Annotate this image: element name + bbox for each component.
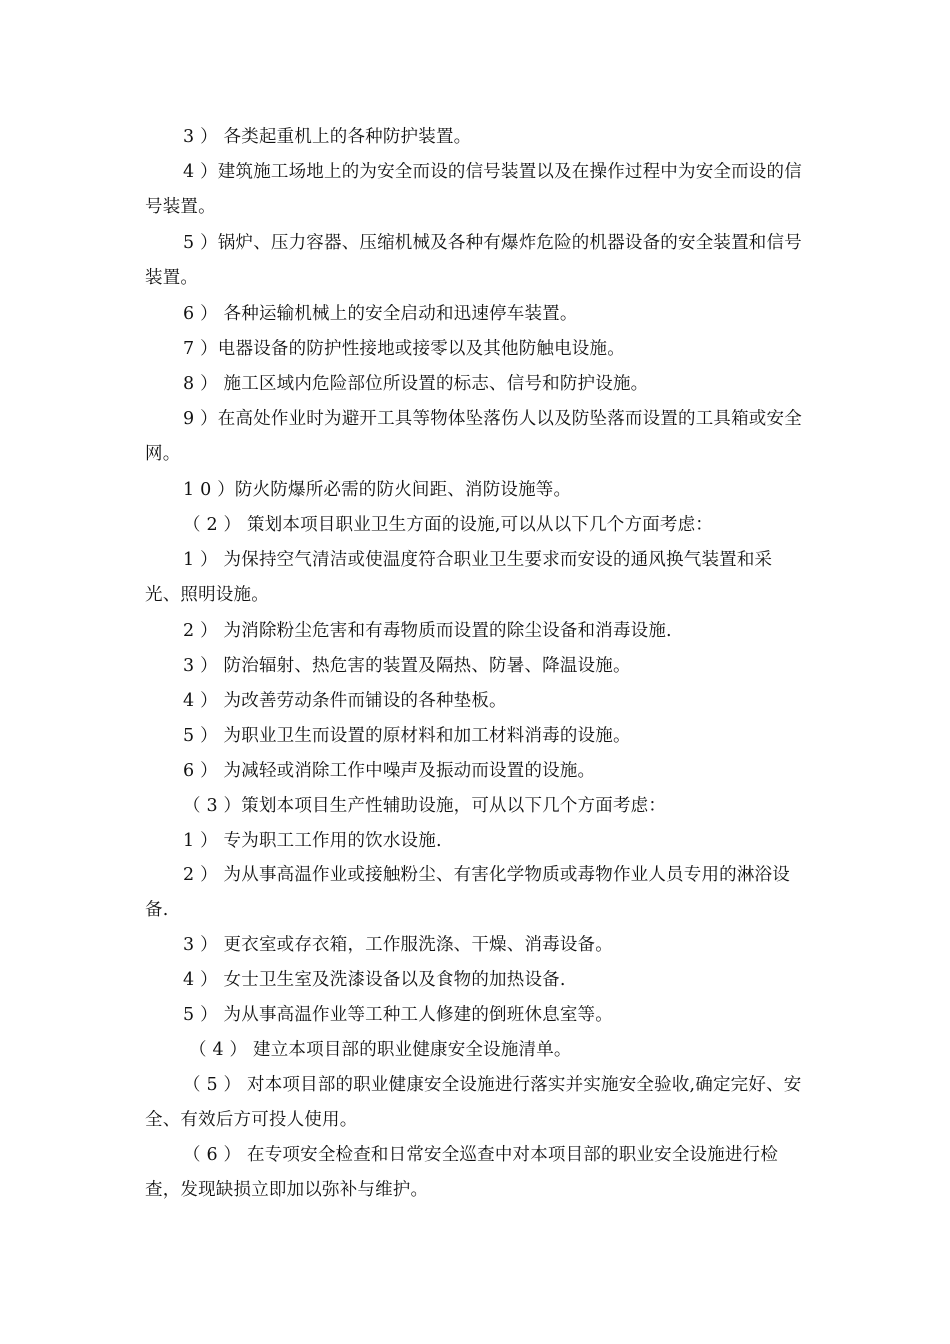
section-3-item-5: 5 ） 为从事高温作业等工种工人修建的倒班休息室等。 bbox=[183, 1005, 613, 1025]
list-item-8: 8 ） 施工区域内危险部位所设置的标志、信号和防护设施。 bbox=[183, 374, 649, 394]
section-2-item-4: 4 ） 为改善劳动条件而铺设的各种垫板。 bbox=[183, 691, 507, 711]
section-6-heading: （ 6 ） 在专项安全检查和日常安全巡查中对本项目部的职业安全设施进行检查，发现缺损立即加以弥补与维护。 bbox=[145, 1145, 779, 1200]
list-item-10: 1 0 ）防火防爆所必需的防火间距、消防设施等。 bbox=[183, 480, 572, 500]
section-3-item-2: 2 ） 为从事高温作业或接触粉尘、有害化学物质或毒物作业人员专用的淋浴设备. bbox=[145, 865, 790, 920]
section-3-item-4: 4 ） 女士卫生室及洗漆设备以及食物的加热设备. bbox=[183, 970, 566, 990]
list-item-5: 5 ）锅炉、压力容器、压缩机械及各种有爆炸危险的机器设备的安全装置和信号装置。 bbox=[145, 233, 802, 288]
list-item-7: 7 ）电器设备的防护性接地或接零以及其他防触电设施。 bbox=[183, 339, 625, 359]
list-item-9: 9 ）在高处作业时为避开工具等物体坠落伤人以及防坠落而设置的工具箱或安全网。 bbox=[145, 409, 802, 464]
list-item-4: 4 ）建筑施工场地上的为安全而设的信号装置以及在操作过程中为安全而设的信号装置。 bbox=[145, 162, 802, 217]
list-item-3: 3 ） 各类起重机上的各种防护装置。 bbox=[183, 127, 472, 147]
section-5-heading: （ 5 ） 对本项目部的职业健康安全设施进行落实并实施安全验收,确定完好、安全、有效后方可投人使用。 bbox=[145, 1075, 802, 1130]
section-4-heading: （ 4 ） 建立本项目部的职业健康安全设施清单。 bbox=[189, 1040, 572, 1060]
section-3-item-1: 1 ） 专为职工工作用的饮水设施. bbox=[183, 831, 442, 851]
section-2-item-5: 5 ） 为职业卫生而设置的原材料和加工材料消毒的设施。 bbox=[183, 726, 631, 746]
section-3-heading: （ 3 ）策划本项目生产性辅助设施，可从以下几个方面考虑： bbox=[183, 796, 667, 816]
section-2-item-6: 6 ） 为减轻或消除工作中噪声及振动而设置的设施。 bbox=[183, 761, 596, 781]
section-2-heading: （ 2 ） 策划本项目职业卫生方面的设施,可以从以下几个方面考虑： bbox=[183, 515, 713, 535]
section-2-item-1: 1 ） 为保持空气清洁或使温度符合职业卫生要求而安设的通风换气装置和采光、照明设施。 bbox=[145, 550, 773, 605]
section-2-item-3: 3 ） 防治辐射、热危害的装置及隔热、防暑、降温设施。 bbox=[183, 656, 631, 676]
section-2-item-2: 2 ） 为消除粉尘危害和有毒物质而设置的除尘设备和消毒设施. bbox=[183, 621, 672, 641]
list-item-6: 6 ） 各种运输机械上的安全启动和迅速停车装置。 bbox=[183, 304, 578, 324]
section-3-item-3: 3 ） 更衣室或存衣箱，工作服洗涤、干燥、消毒设备。 bbox=[183, 935, 613, 955]
